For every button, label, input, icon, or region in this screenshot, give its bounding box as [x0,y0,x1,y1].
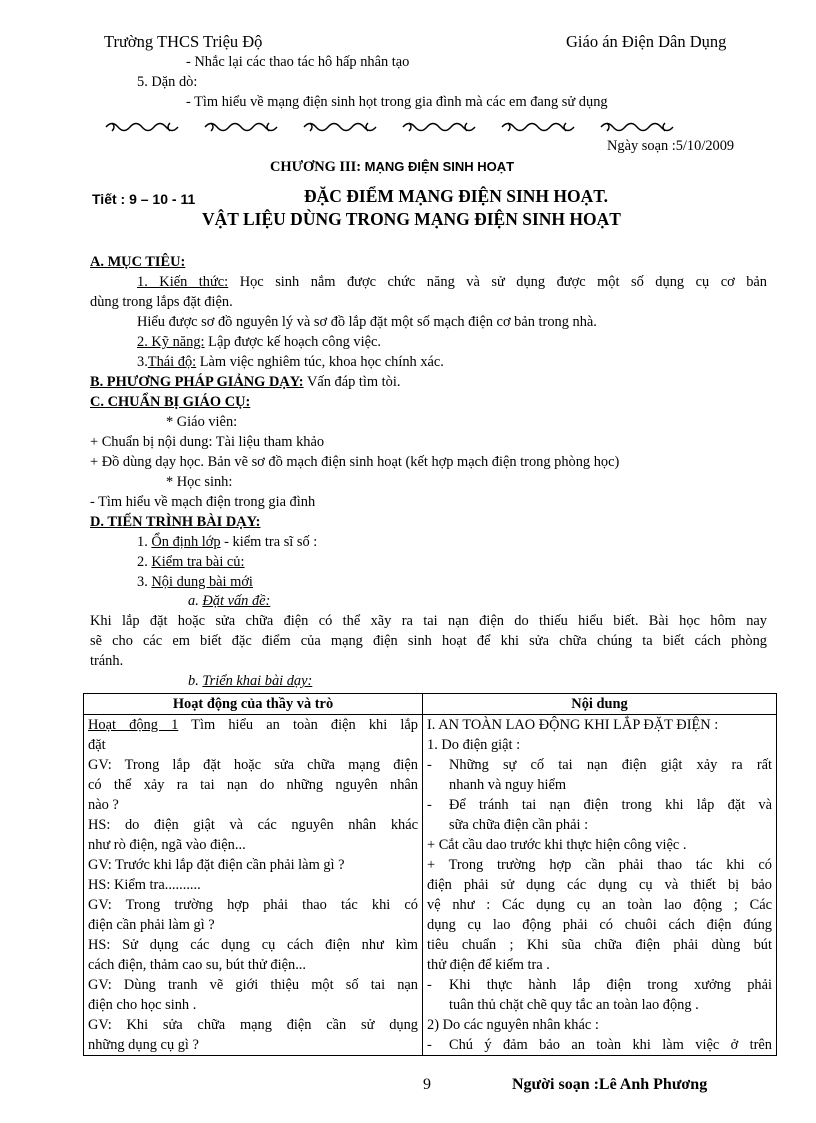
step-1-number: 1. [137,534,152,550]
knowledge-label: 1. Kiến thức: [137,274,229,290]
right-line: Để tránh tai nạn điện trong khi lắp đặt và [449,797,772,813]
step-1-text: - kiểm tra sĩ số : [220,534,318,550]
left-line: HS: Kiểm tra.......... [88,877,201,893]
section-a-heading: A. MỤC TIÊU: [90,254,186,270]
right-line: sữa chữa điện cần phải : [449,817,589,833]
lesson-period: Tiết : 9 – 10 - 11 [92,191,196,207]
bullet-dash: - [427,797,432,813]
previous-line-1: - Nhắc lại các thao tác hô hấp nhân tạo [186,54,410,70]
right-line: dụng cụ lao động phải có chuôi cách điện đúng [427,917,772,933]
activity-table [83,693,777,1056]
left-line: GV: Trước khi lắp đặt điện cần phải làm gì ? [88,857,345,873]
bullet-dash: - [427,1037,432,1053]
right-line: Chú ý đảm bảo an toàn khi làm việc ở trên [449,1037,772,1053]
step-1 [137,532,317,552]
left-line: GV: Khi sửa chữa mạng điện cần sử dụng [88,1017,418,1033]
step-2-number: 2. [137,554,152,570]
bullet-dash: - [427,757,432,773]
sub-a [188,591,270,611]
ornament-divider [104,117,696,137]
teacher-item-1: + Chuẩn bị nội dung: Tài liệu tham khảo [90,434,325,450]
right-line: tiêu chuẩn ; Khi sũa chữa điện phải dùng bút [427,937,772,953]
page-number: 9 [423,1076,431,1093]
step-3 [137,572,253,592]
intro-line-3: tránh. [90,653,124,669]
right-line: Khi thực hành lắp điện trong xưởng phải [449,977,772,993]
right-line: nhanh và nguy hiểm [449,777,567,793]
content-bullet [427,975,772,1015]
section-b-text: Vấn đáp tìm tòi. [303,374,401,390]
intro-line-2: sẽ cho các em biết đặc điểm của mạng điện sinh hoạt để khi sửa chữa chúng ta biết cách phòng [90,633,767,649]
activity-1-line [88,715,418,735]
right-line: thử điện để kiểm tra . [427,957,550,973]
objective-attitude [137,352,444,372]
content-heading: I. AN TOÀN LAO ĐỘNG KHI LẮP ĐẶT ĐIỆN : [427,717,719,733]
teacher-label: * Giáo viên: [166,414,238,430]
left-line: HS: do điện giật và các nguyên nhân khác [88,817,418,833]
col-header-activities: Hoạt động của thầy và trò [84,694,423,715]
skills-text: Lập được kế hoạch công việc. [204,334,381,350]
col-header-content: Nội dung [423,694,777,715]
activity-1-cont: đặt [88,737,106,753]
left-line: điện cần phải làm gì ? [88,917,215,933]
content-bullet [427,755,772,795]
sub-a-letter: a. [188,593,203,609]
activity-1-label: Hoạt động 1 [88,717,179,733]
preparation-date: Ngày soạn :5/10/2009 [607,138,735,154]
left-line: như rò điện, ngã vào điện... [88,837,246,853]
header-doc-title: Giáo án Điện Dân Dụng [566,32,727,51]
chapter-label: CHƯƠNG III: [270,159,362,175]
attitude-number: 3. [137,354,148,370]
intro-line-1: Khi lắp đặt hoặc sửa chữa điện có thể xãy ra tai nạn điện do thiếu hiểu biết. Bài học hôm nay [90,613,767,629]
chapter-title [270,157,514,177]
right-line: vệ như : Các dụng cụ an toàn lao động ; Các [427,897,772,913]
objective-knowledge [137,272,767,292]
previous-line-3: - Tìm hiểu về mạng điện sinh họt trong gia đình mà các em đang sử dụng [186,94,608,110]
student-label: * Học sinh: [166,474,233,490]
step-1-label: Ổn định lớp [151,534,221,550]
content-bullet [427,1035,772,1055]
section-c-heading: C. CHUẨN BỊ GIÁO CỤ: [90,394,251,410]
previous-line-2: 5. Dặn dò: [137,74,198,90]
lesson-title-1: ĐẶC ĐIỂM MẠNG ĐIỆN SINH HOẠT. [304,186,608,206]
activities-cell [84,715,423,1056]
sub-b-letter: b. [188,673,203,689]
teacher-item-2: + Đồ dùng dạy học. Bản vẽ sơ đồ mạch điện sinh hoạt (kết hợp mạch điện trong phòng học) [90,454,620,470]
step-3-number: 3. [137,574,152,590]
table-header-row [84,694,777,715]
right-line: tuân thủ chặt chẽ quy tắc an toàn lao động . [449,997,699,1013]
activity-1-text: Tìm hiểu an toàn điện khi lắp [178,717,418,733]
knowledge-text: Học sinh nắm được chức năng và sử dụng được một số dụng cụ cơ bản [228,274,767,290]
footer-author: Người soạn :Lê Anh Phương [512,1076,708,1093]
content-subheading-2: 2) Do các nguyên nhân khác : [427,1017,599,1033]
right-line: Những sự cố tai nạn điện giật xảy ra rất [449,757,772,773]
left-line: GV: Trong lắp đặt hoặc sửa chữa mạng điện [88,757,418,773]
left-line: cách điện, thảm cao su, bút thử điện... [88,957,307,973]
table-row [84,715,777,1056]
section-d-heading: D. TIẾN TRÌNH BÀI DẠY: [90,514,261,530]
sub-b [188,671,312,691]
header-school: Trường THCS Triệu Độ [104,32,263,51]
left-line: những dụng cụ gì ? [88,1037,199,1053]
right-line: điện phải sử dụng các dụng cụ và thiết bị bảo [427,877,772,893]
student-item-1: - Tìm hiểu về mạch điện trong gia đình [90,494,316,510]
chapter-name: MẠNG ĐIỆN SINH HOẠT [364,159,515,174]
left-line: GV: Dùng tranh vẽ giới thiệu một số tai nạn [88,977,418,993]
content-cell [423,715,777,1056]
objective-skills [137,332,381,352]
left-line: điện cho học sinh . [88,997,197,1013]
content-bullet [427,795,772,835]
step-2 [137,552,245,572]
objective-knowledge-line2: Hiểu được sơ đồ nguyên lý và sơ đồ lắp đặt một số mạch điện cơ bản trong nhà. [137,314,597,330]
left-line: nào ? [88,797,119,813]
attitude-text: Làm việc nghiêm túc, khoa học chính xác. [196,354,444,370]
left-line: GV: Trong trường hợp phải thao tác khi có [88,897,418,913]
step-3-label: Nội dung bài mới [151,574,253,590]
objective-knowledge-cont: dùng trong lắps đặt điện. [90,294,233,310]
attitude-label: Thái độ: [147,354,197,370]
sub-b-label: Triển khai bài dạy: [202,673,313,689]
bullet-dash: - [427,977,432,993]
content-subheading-1: 1. Do điện giật : [427,737,521,753]
right-line: + Cắt cầu dao trước khi thực hiện công việc . [427,837,687,853]
right-line: + Trong trường hợp cần phải thao tác khi có [427,857,772,873]
step-2-label: Kiểm tra bài củ: [151,554,245,570]
skills-label: 2. Kỹ năng: [137,334,205,350]
sub-a-label: Đặt vấn đề: [202,593,271,609]
left-line: có thể xảy ra tai nạn do những nguyên nhân [88,777,418,793]
section-b [90,372,400,392]
lesson-title-2: VẬT LIỆU DÙNG TRONG MẠNG ĐIỆN SINH HOẠT [202,209,621,229]
left-line: HS: Sử dụng các dụng cụ cách điện như kìm [88,937,418,953]
section-b-heading: B. PHƯƠNG PHÁP GIẢNG DẠY: [90,374,304,390]
